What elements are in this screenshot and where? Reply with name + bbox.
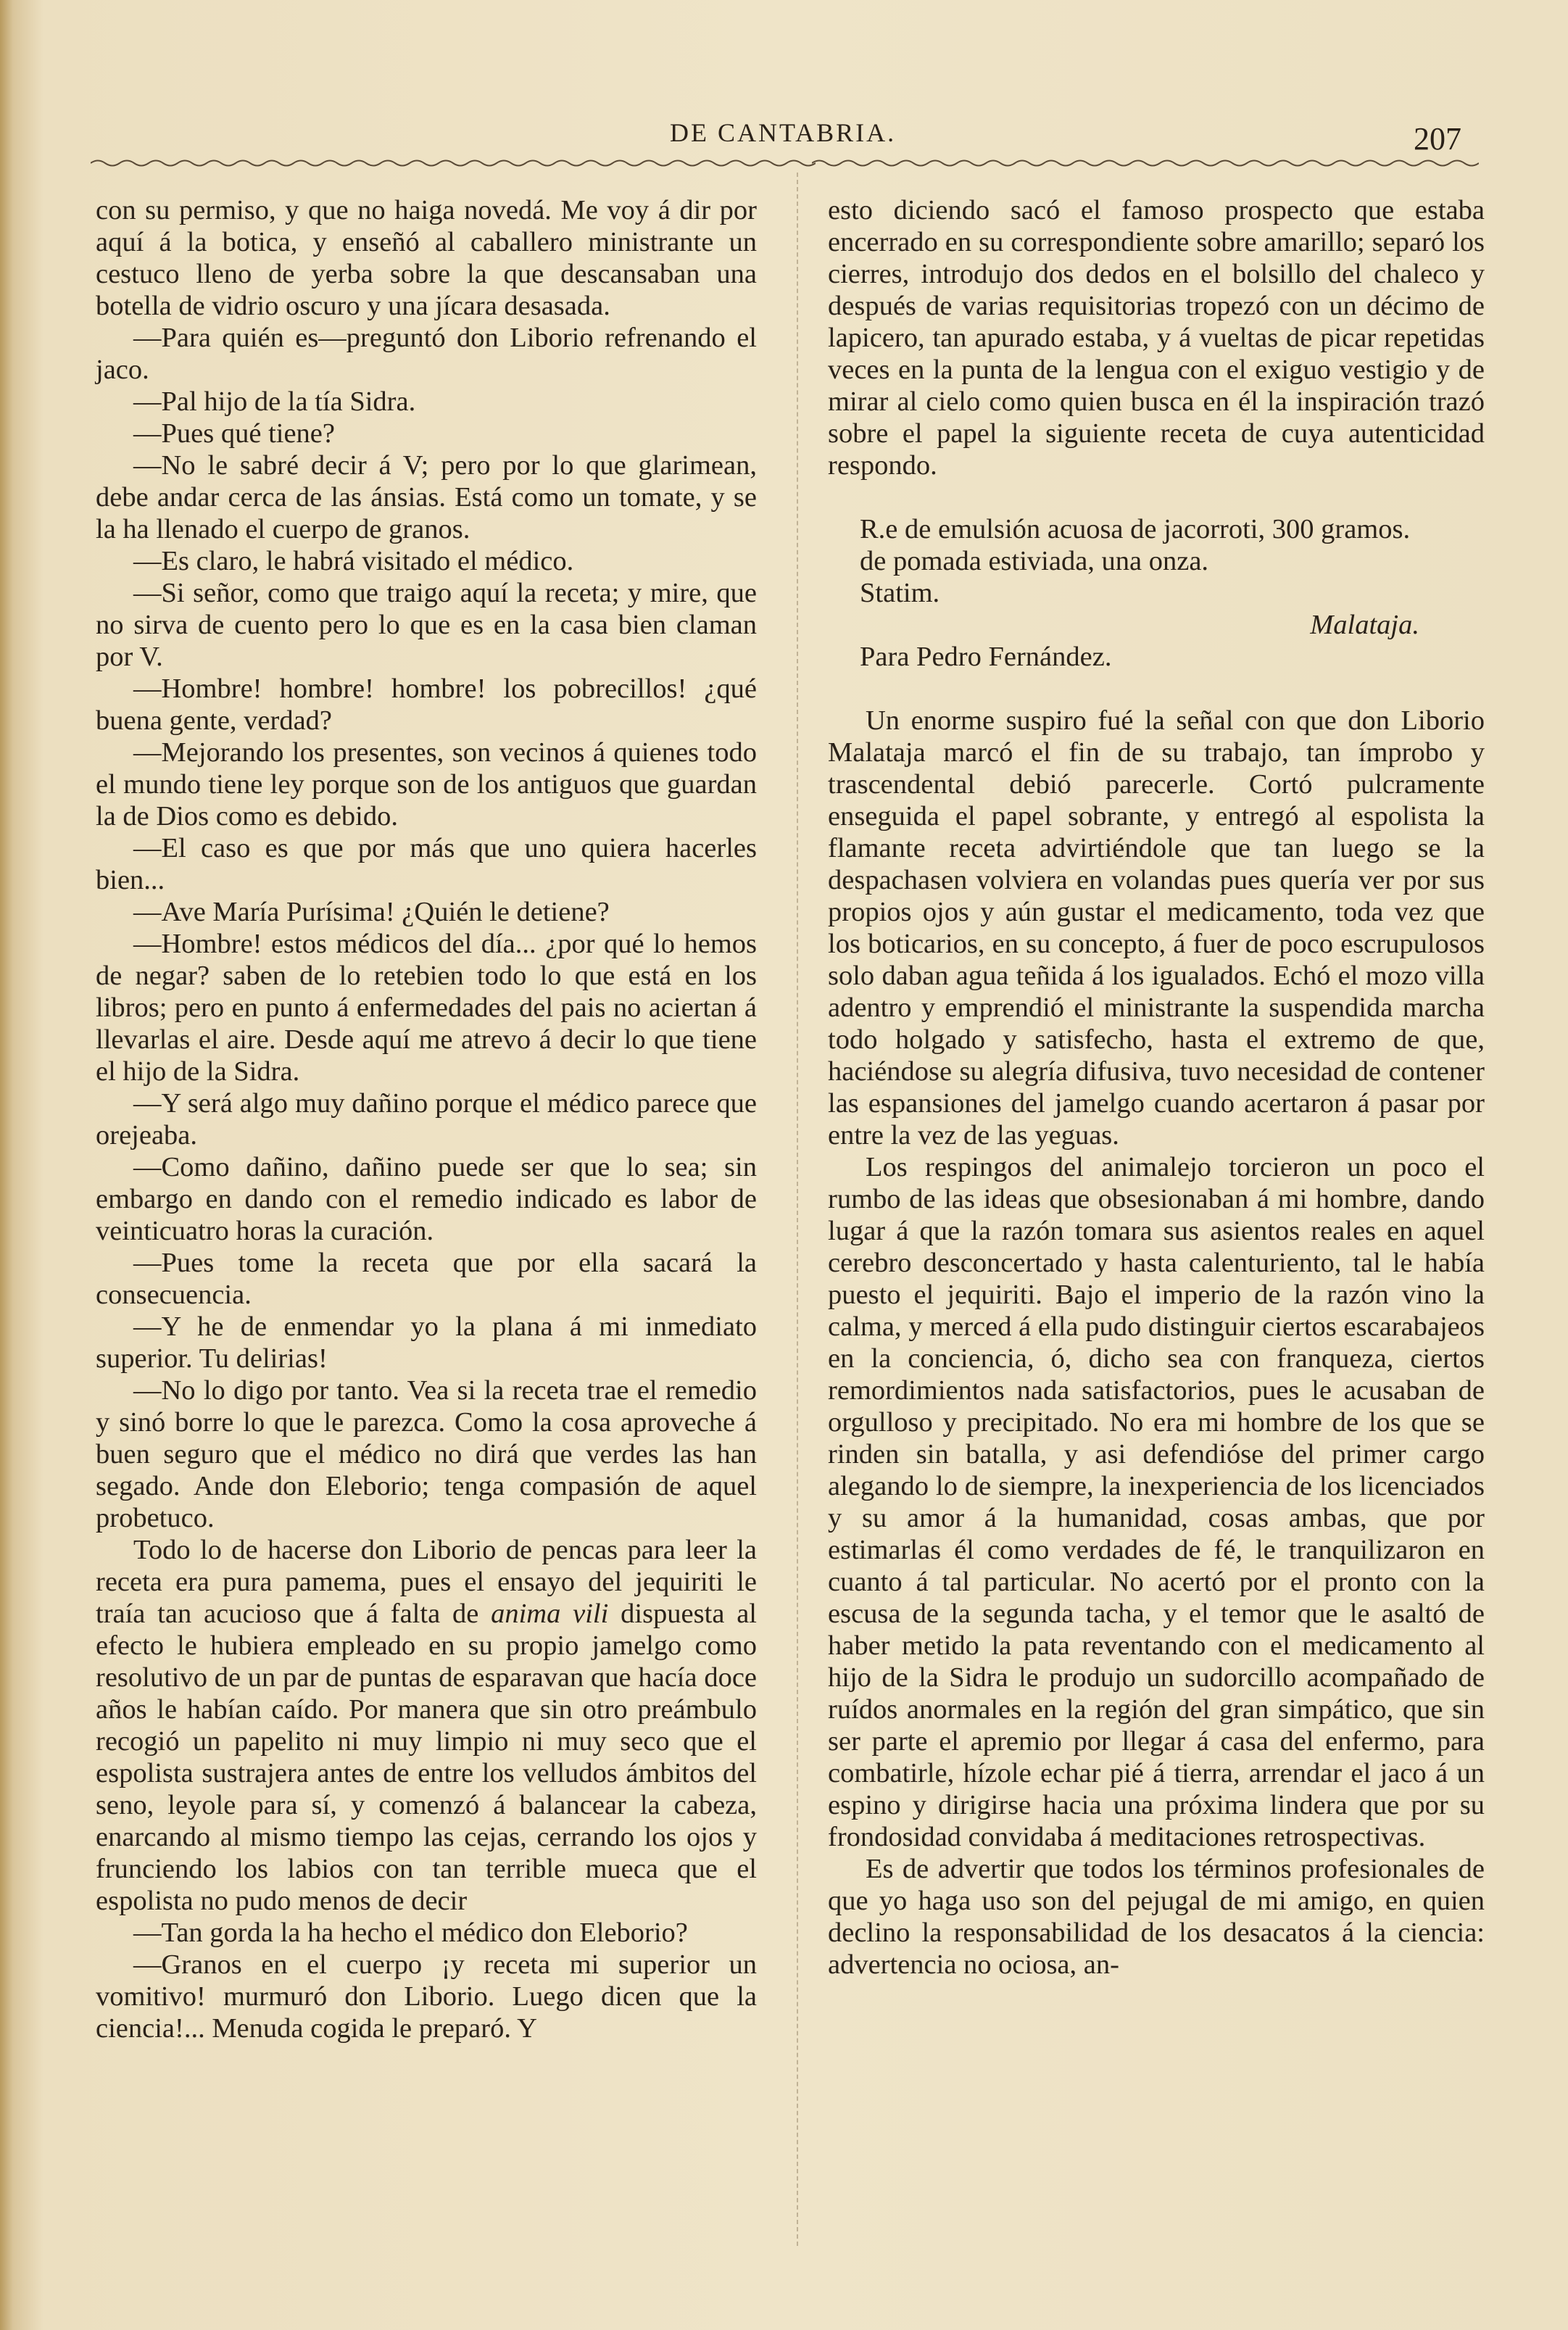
paragraph: —No lo digo por tanto. Vea si la receta trae el remedio y sinó borre lo que le parezca. Como la cosa aproveche á buen seguro que el médico no dirá que verdes las han segado. Ande don Eleborio; tenga compasión de aquel probetuco. bbox=[96, 1375, 757, 1533]
paragraph: —Hombre! estos médicos del día... ¿por qué lo hemos de negar? saben de lo retebien todo lo que está en los libros; pero en punto á enfermedades del pais no aciertan á llevarlas el aire. Desde aquí me atrevo á decir lo que tiene el hijo de la Sidra. bbox=[96, 929, 757, 1087]
prescription-patient: Para Pedro Fernández. bbox=[860, 642, 1112, 672]
page-number: 207 bbox=[1414, 121, 1461, 157]
paragraph: —Pues tome la receta que por ella sacará la consecuencia. bbox=[96, 1248, 757, 1310]
header-ornament-left bbox=[91, 157, 816, 170]
paragraph: —El caso es que por más que uno quiera hacerles bien... bbox=[96, 833, 757, 895]
paragraph: —Si señor, como que traigo aquí la receta; y mire, que no sirva de cuento pero lo que es en la casa bien claman por V. bbox=[96, 578, 757, 672]
paragraph: esto diciendo sacó el famoso prospecto que estaba encerrado en su correspondiente sobre amarillo; separó los cierres, introdujo dos dedos en el bolsillo del chaleco y después de varias requisitorias tropezó con un décimo de lapicero, tan apurado estaba, y á vueltas de picar repetidas veces en la punta de la lengua con el exiguo vestigio y de mirar al cielo como quien busca en él la inspiración trazó sobre el papel la siguiente receta de cuya autenticidad respondo. bbox=[828, 195, 1485, 481]
paragraph: —Mejorando los presentes, son vecinos á quienes todo el mundo tiene ley porque son de los antiguos que guardan la de Dios como es debido. bbox=[96, 737, 757, 832]
paragraph: —Y será algo muy dañino porque el médico parece que orejeaba. bbox=[96, 1088, 757, 1151]
header-ornament-right bbox=[812, 157, 1479, 170]
left-column bbox=[96, 194, 757, 2044]
paragraph: —Y he de enmendar yo la plana á mi inmediato superior. Tu delirias! bbox=[96, 1311, 757, 1374]
paragraph: Los respingos del animalejo torcieron un poco el rumbo de las ideas que obsesionaban á mi hombre, dando lugar á que la razón tomara sus asientos reales en aquel cerebro desconcertado y hasta calenturiento, tal le había puesto el jequiriti. Bajo el imperio de la razón vino la calma, y merced á ella pudo distinguir ciertos escarabajeos en la conciencia, ó, dicho sea con franqueza, ciertos remordimientos nada satisfactorios, pues le acusaban de orgulloso y precipitado. No era mi hombre de los que se rinden sin batalla, y asi defendióse del primer cargo alegando lo de siempre, la inexperiencia de los licenciados y su amor á la humanidad, cosas ambas, que por estimarlas él como verdades de fé, le tranquilizaron en cuanto á tal particular. No acertó por el pronto con la escusa de la segunda tacha, y el temor que le asaltó de haber metido la pata reventando con el medicamento al hijo de la Sidra le produjo un sudorcillo acompañado de ruídos anormales en la región del gran simpático, que sin ser parte el apremio por llegar á casa del enfermo, para combatirle, hízole echar pié á tierra, arrendar el jaco á un espino y dirigirse hacia una próxima lindera que por su frondosidad convidaba á meditaciones retrospectivas. bbox=[828, 1152, 1485, 1852]
column-divider bbox=[797, 173, 798, 2246]
right-column bbox=[828, 194, 1485, 1981]
paragraph: —Pal hijo de la tía Sidra. bbox=[133, 386, 416, 417]
text-run: dispuesta al efecto le hubiera empleado en su propio jamelgo como resolutivo de un par de puntas de esparavan que hacía doce años le habían caído. Por manera que sin otro preámbulo recogió un papelito ni muy limpio ni muy seco que el espolista sustrajera antes de entre los velludos ámbitos del seno, leyole para sí, y comenzó á balancear la cabeza, enarcando al mismo tiempo las cejas, cerrando los ojos y frunciendo los labios con tan terrible mueca que el espolista no pudo menos de decir bbox=[96, 1599, 757, 1916]
running-title: DE CANTABRIA. bbox=[670, 118, 897, 147]
paragraph: Es de advertir que todos los términos profesionales de que yo haga uso son del pejugal de mi amigo, en quien declino la responsabilidad de los desacatos á la ciencia: advertencia no ociosa, an- bbox=[828, 1854, 1485, 1980]
text-run: Todo lo de hacerse don Liborio de pencas para leer la receta era pura pamema, pues el ensayo del jequiriti le traía tan acucioso que á falta de bbox=[96, 1535, 757, 1629]
spacer bbox=[828, 481, 1485, 513]
prescription-block bbox=[828, 513, 1485, 673]
paragraph: —Granos en el cuerpo ¡y receta mi superior un vomitivo! murmuró don Liborio. Luego dicen que la ciencia!... Menuda cogida le preparó. Y bbox=[96, 1949, 757, 2044]
paragraph: —Como dañino, dañino puede ser que lo sea; sin embargo en dando con el remedio indicado es labor de veinticuatro horas la curación. bbox=[96, 1152, 757, 1246]
paragraph: —Ave María Purísima! ¿Quién le detiene? bbox=[133, 897, 610, 927]
paragraph: —Tan gorda la ha hecho el médico don Eleborio? bbox=[133, 1918, 688, 1948]
prescription-line: Statim. bbox=[860, 578, 940, 608]
prescription-line: R.e de emulsión acuosa de jacorroti, 300 gramos. bbox=[860, 514, 1411, 544]
prescription-signature: Malataja. bbox=[1310, 610, 1419, 640]
paragraph: —No le sabré decir á V; pero por lo que glarimean, debe andar cerca de las ánsias. Está como un tomate, y se la ha llenado el cuerpo de granos. bbox=[96, 450, 757, 544]
paragraph: —Para quién es—preguntó don Liborio refrenando el jaco. bbox=[96, 323, 757, 385]
paragraph: —Hombre! hombre! hombre! los pobrecillos! ¿qué buena gente, verdad? bbox=[96, 673, 757, 736]
spacer bbox=[828, 673, 1485, 705]
paragraph: Un enorme suspiro fué la señal con que don Liborio Malataja marcó el fin de su trabajo, tan ímprobo y trascendental debió parecerle. Cortó pulcramente enseguida el papel sobrante, y entregó al espolista la flamante receta advirtiéndole que tan luego se la despachasen volviera en volandas pues quería ver por sus propios ojos y aún gustar el medicamento, toda vez que los boticarios, en su concepto, á fuer de poco escrupulosos solo daban agua teñida á los igualados. Echó el mozo villa adentro y emprendió el ministrante la suspendida marcha todo holgado y satisfecho, hasta el extremo de que, haciéndose su alegría difusiva, tuvo necesidad de contener las espansiones del jamelgo cuando acertaron á pasar por entre la vez de las yeguas. bbox=[828, 705, 1485, 1151]
paragraph: con su permiso, y que no haiga novedá. Me voy á dir por aquí á la botica, y enseñó al caballero ministrante un cestuco lleno de yerba sobre la que descansaban una botella de vidrio oscuro y una jícara desasada. bbox=[96, 195, 757, 321]
paragraph: —Es claro, le habrá visitado el médico. bbox=[133, 546, 574, 576]
running-head bbox=[0, 117, 1568, 161]
italic-phrase: anima vili bbox=[491, 1599, 609, 1629]
paragraph bbox=[96, 1534, 757, 1917]
paragraph: —Pues qué tiene? bbox=[133, 418, 335, 449]
prescription-line: de pomada estiviada, una onza. bbox=[860, 546, 1209, 576]
